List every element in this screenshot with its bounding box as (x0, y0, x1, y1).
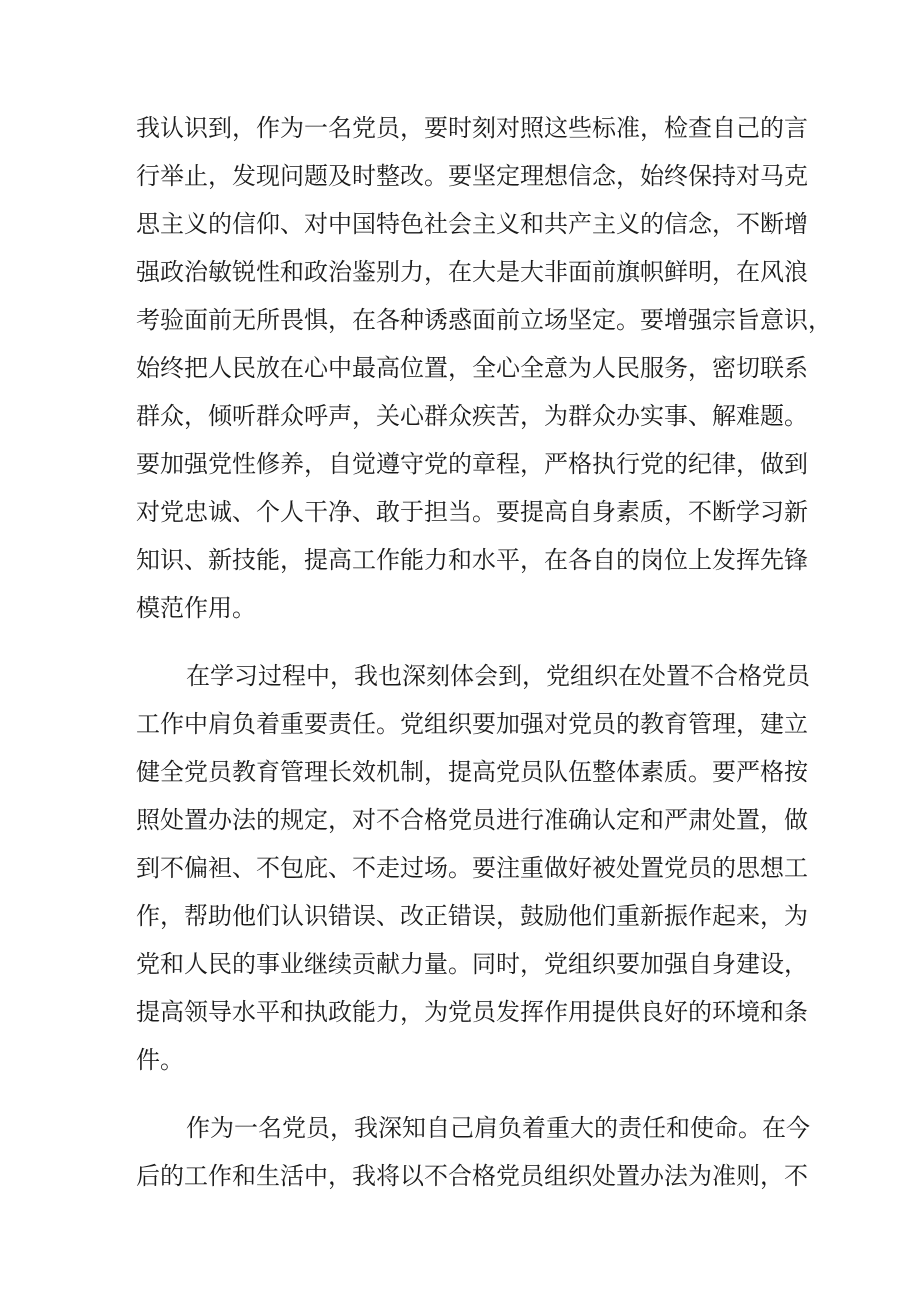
paragraph-3-line-2: 后的工作和生活中，我将以不合格党员组织处置办法为准则，不 (136, 1162, 808, 1190)
paragraph-1-line-6: 始终把人民放在心中最高位置，全心全意为人民服务，密切联系 (136, 354, 808, 382)
paragraph-2-line-9: 件。 (136, 1046, 184, 1074)
paragraph-1-line-4: 强政治敏锐性和政治鉴别力，在大是大非面前旗帜鲜明，在风浪 (136, 258, 808, 286)
paragraph-2-line-2: 工作中肩负着重要责任。党组织要加强对党员的教育管理，建立 (136, 710, 808, 738)
paragraph-2-line-1: 在学习过程中，我也深刻体会到，党组织在处置不合格党员 (186, 662, 810, 690)
paragraph-2-line-5: 到不偏袒、不包庇、不走过场。要注重做好被处置党员的思想工 (136, 854, 808, 882)
paragraph-1-line-8: 要加强党性修养，自觉遵守党的章程，严格执行党的纪律，做到 (136, 450, 808, 478)
paragraph-1-line-5: 考验面前无所畏惧，在各种诱惑面前立场坚定。要增强宗旨意识， (136, 306, 832, 334)
paragraph-1-line-10: 知识、新技能，提高工作能力和水平，在各自的岗位上发挥先锋 (136, 546, 808, 574)
paragraph-1-line-7: 群众，倾听群众呼声，关心群众疾苦，为群众办实事、解难题。 (136, 402, 808, 430)
paragraph-1-line-9: 对党忠诚、个人干净、敢于担当。要提高自身素质，不断学习新 (136, 498, 808, 526)
paragraph-2-line-8: 提高领导水平和执政能力，为党员发挥作用提供良好的环境和条 (136, 998, 808, 1026)
paragraph-1-line-11: 模范作用。 (136, 594, 256, 622)
paragraph-3-line-1: 作为一名党员，我深知自己肩负着重大的责任和使命。在今 (186, 1114, 810, 1142)
paragraph-2-line-6: 作，帮助他们认识错误、改正错误，鼓励他们重新振作起来，为 (136, 902, 808, 930)
paragraph-2-line-3: 健全党员教育管理长效机制，提高党员队伍整体素质。要严格按 (136, 758, 808, 786)
paragraph-1-line-2: 行举止，发现问题及时整改。要坚定理想信念，始终保持对马克 (136, 162, 808, 190)
paragraph-1-line-1: 我认识到，作为一名党员，要时刻对照这些标准，检查自己的言 (136, 114, 808, 142)
paragraph-2-line-4: 照处置办法的规定，对不合格党员进行准确认定和严肃处置，做 (136, 806, 808, 834)
paragraph-2-line-7: 党和人民的事业继续贡献力量。同时，党组织要加强自身建设， (136, 950, 808, 978)
paragraph-1-line-3: 思主义的信仰、对中国特色社会主义和共产主义的信念，不断增 (136, 210, 808, 238)
